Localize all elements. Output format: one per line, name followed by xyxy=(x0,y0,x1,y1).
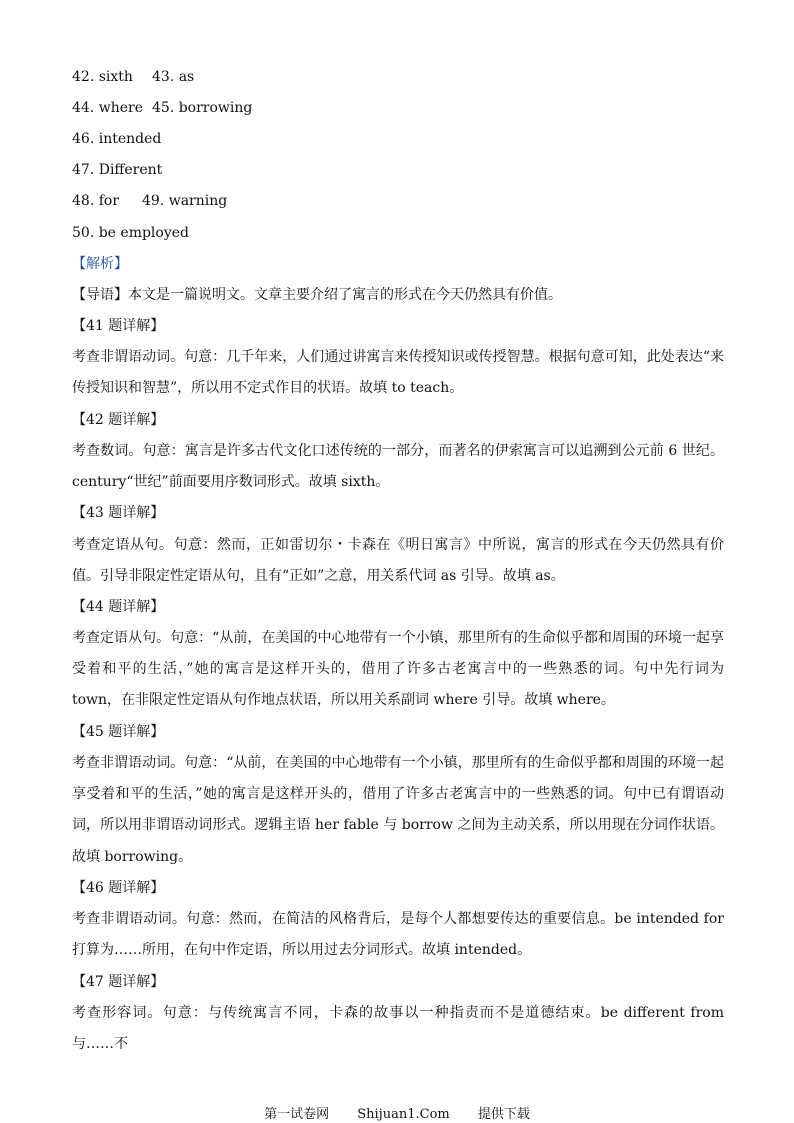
section-heading: 【44 题详解】 xyxy=(72,599,165,615)
answer-45: 45. borrowing xyxy=(152,100,253,116)
answer-46: 46. intended xyxy=(72,131,162,147)
footer-site-url: Shijuan1.Com xyxy=(357,1107,450,1122)
answer-line xyxy=(72,161,162,179)
section-body: 考查非谓语动词。句意：“从前，在美国的中心地带有一个小镇，那里所有的生命似乎都和周围的环境一起享受着和平的生活，”她的寓言是这样开头的，借用了许多古老寓言中的一些熟悉的词。句中已有谓语动词，所以用非谓语动词形式。逻辑主语 her fable 与 borrow 之间为主动关系，所以用现在分词作状语。故填 borrowing。 xyxy=(72,755,724,865)
section-body: 考查非谓语动词。句意：然而，在简洁的风格背后，是每个人都想要传达的重要信息。be intended for 打算为……所用，在句中作定语，所以用过去分词形式。故填 intended。 xyxy=(72,911,724,959)
answer-48: 48. for xyxy=(72,193,120,209)
answer-line xyxy=(72,130,161,148)
answer-line xyxy=(72,224,189,242)
footer-site-name: 第一试卷网 xyxy=(264,1107,330,1122)
footer-note: 提供下载 xyxy=(477,1107,530,1122)
intro-paragraph: 【导语】本文是一篇说明文。文章主要介绍了寓言的形式在今天仍然具有价值。 xyxy=(72,287,562,303)
section-heading: 【42 题详解】 xyxy=(72,412,165,428)
answer-line xyxy=(72,99,252,117)
section-body: 考查形容词。句意：与传统寓言不同，卡森的故事以一种指责而不是道德结束。be different from 与……不 xyxy=(72,1005,724,1053)
answer-44: 44. where xyxy=(72,100,143,116)
answer-line xyxy=(72,68,194,86)
section-heading: 【45 题详解】 xyxy=(72,724,165,740)
section-heading: 【43 题详解】 xyxy=(72,505,165,521)
section-body: 考查定语从句。句意：然而，正如雷切尔・卡森在《明日寓言》中所说，寓言的形式在今天仍然具有价值。引导非限定性定语从句，且有“正如”之意，用关系代词 as 引导。故填 as。 xyxy=(72,537,724,585)
section-heading: 【47 题详解】 xyxy=(72,974,165,990)
answer-line xyxy=(72,192,227,210)
answer-47: 47. Different xyxy=(72,162,163,178)
section-body: 考查定语从句。句意：“从前，在美国的中心地带有一个小镇，那里所有的生命似乎都和周围的环境一起享受着和平的生活，”她的寓言是这样开头的，借用了许多古老寓言中的一些熟悉的词。句中先行词为 town，在非限定性定语从句作地点状语，所以用关系副词 where 引导。故填 where。 xyxy=(72,630,724,709)
answer-49: 49. warning xyxy=(142,193,228,209)
section-heading: 【46 题详解】 xyxy=(72,880,165,896)
section-body: 考查非谓语动词。句意：几千年来，人们通过讲寓言来传授知识或传授智慧。根据句意可知，此处表达“来传授知识和智慧”，所以用不定式作目的状语。故填 to teach。 xyxy=(72,349,724,397)
page-footer xyxy=(0,1107,794,1123)
section-heading: 【41 题详解】 xyxy=(72,318,165,334)
answer-50: 50. be employed xyxy=(72,225,189,241)
answer-42: 42. sixth xyxy=(72,69,133,85)
analysis-heading: 【解析】 xyxy=(72,256,128,272)
section-body: 考查数词。句意：寓言是许多古代文化口述传统的一部分，而著名的伊索寓言可以追溯到公元前 6 世纪。century“世纪”前面要用序数词形式。故填 sixth。 xyxy=(72,443,724,491)
answer-43: 43. as xyxy=(152,69,195,85)
